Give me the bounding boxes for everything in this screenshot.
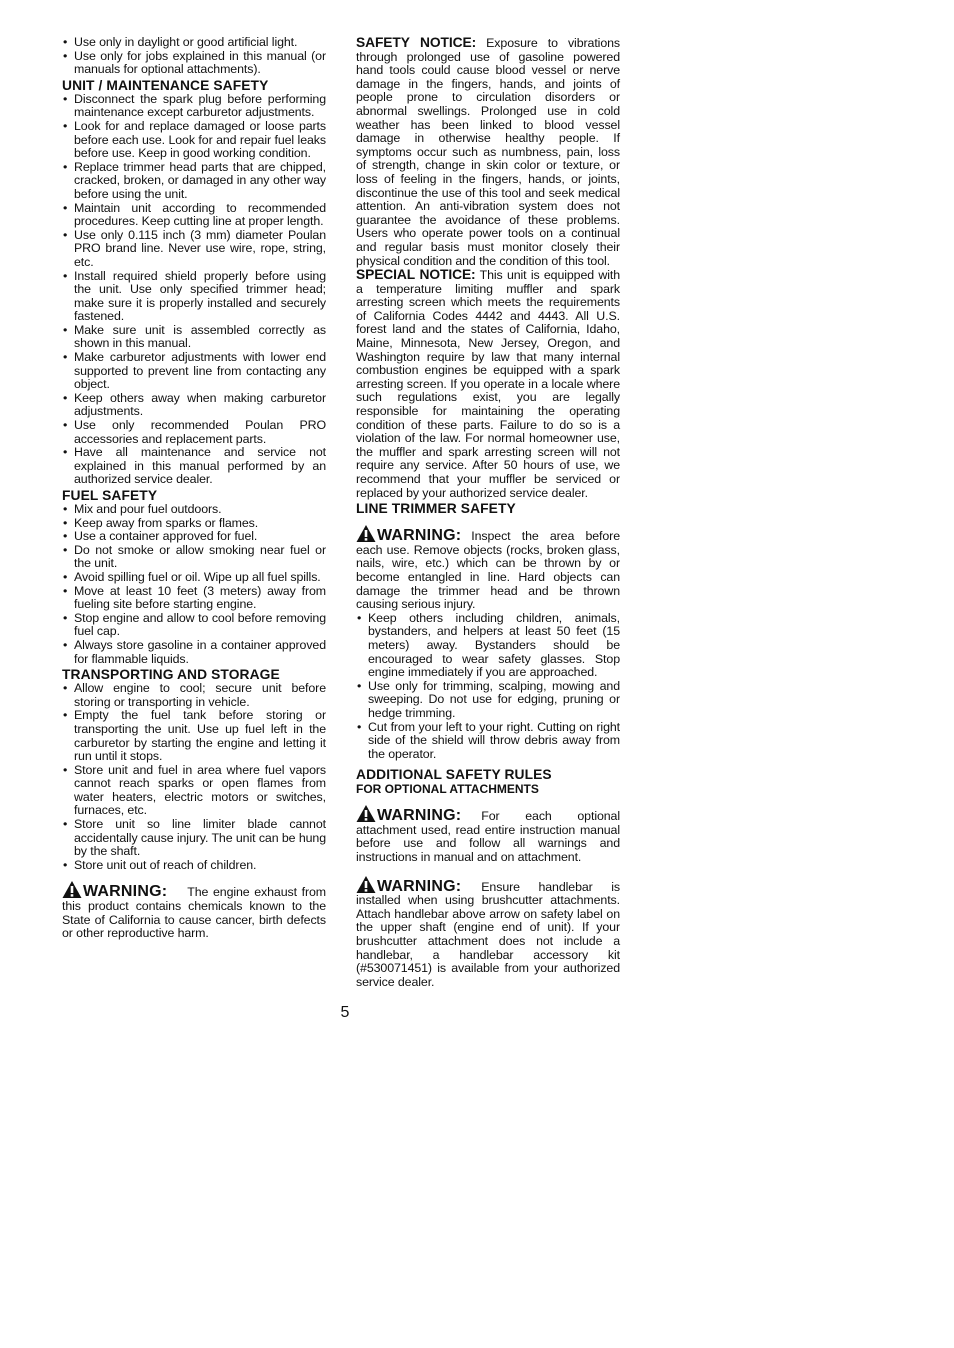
warning-triangle-icon	[356, 875, 376, 894]
list-item: • Maintain unit according to recommended procedures. Keep cutting line at proper length.	[62, 202, 326, 229]
right-column	[356, 36, 620, 989]
section-title-fuel-safety: FUEL SAFETY	[62, 488, 158, 503]
section-title-unit-maintenance: UNIT / MAINTENANCE SAFETY	[62, 77, 269, 93]
list-item: • Make sure unit is assembled correctly as shown in this manual.	[62, 324, 326, 351]
warning-label: WARNING:	[377, 877, 462, 895]
list-item: • Keep away from sparks or flames.	[62, 517, 326, 531]
section-title-transport: TRANSPORTING AND STORAGE	[62, 667, 280, 683]
list-item: • Store unit out of reach of children.	[62, 859, 326, 873]
safety-notice-text: Exposure to vibrations through prolonged use of gasoline powered hand tools could cause blood vessel or nerve damage in the fingers, hands, and joints of people prone to circulation disorders or abnormal swellings. Prolonged use in cold weather has been linked to blood vessel damage in otherwise healthy people. If symptoms occur such as numbness, pain, loss of strength, change in skin color or texture, or loss of feeling in the fingers, hands, or joints, discontinue the use of this tool and seek medical attention. An anti-vibration system does not guarantee the avoidance of these problems. Users who operate power tools on a continual and regular basis must monitor closely their physical condition and the condition of this tool.	[356, 36, 620, 268]
warning-triangle-icon	[62, 880, 82, 899]
list-item: • Use only for jobs explained in this manual (or manuals for optional attachments).	[62, 50, 326, 77]
list-item: • Have all maintenance and service not explained in this manual performed by an authorized service dealer.	[62, 446, 326, 487]
list-item: • Cut from your left to your right. Cutting on right side of the shield will throw debris away from the operator.	[356, 721, 620, 762]
list-item: • Install required shield properly before using the unit. Use only specified trimmer head; make sure it is properly installed and securely fastened.	[62, 270, 326, 324]
list-item: • Use only 0.115 inch (3 mm) diameter Poulan PRO brand line. Never use wire, rope, string, etc.	[62, 229, 326, 270]
list-item: • Use only recommended Poulan PRO accessories and replacement parts.	[62, 419, 326, 446]
list-item: • Move at least 10 feet (3 meters) away from fueling site before starting engine.	[62, 585, 326, 612]
fuel-safety-list	[62, 503, 326, 666]
warning-label: WARNING:	[377, 527, 462, 545]
list-item: • Replace trimmer head parts that are chipped, cracked, broken, or damaged in any other way before using the unit.	[62, 161, 326, 202]
warning-triangle-icon	[356, 804, 376, 823]
safety-notice	[356, 36, 620, 268]
list-item: • Store unit so line limiter blade cannot accidentally cause injury. The unit can be hung by the shaft.	[62, 818, 326, 859]
special-notice	[356, 268, 620, 500]
list-item: • Use a container approved for fuel.	[62, 530, 326, 544]
intro-list	[62, 36, 326, 77]
transport-list	[62, 682, 326, 872]
safety-notice-label: SAFETY NOTICE:	[356, 35, 477, 50]
unit-maintenance-list	[62, 93, 326, 487]
list-item: • Avoid spilling fuel or oil. Wipe up all fuel spills.	[62, 571, 326, 585]
list-item: • Use only in daylight or good artificial light.	[62, 36, 326, 50]
warning-text: For each optional attachment used, read entire instruction manual before use and follow all warnings and instructions in manual and on attachment.	[356, 809, 620, 865]
list-item: • Keep others away when making carburetor adjustments.	[62, 392, 326, 419]
list-item: • Make carburetor adjustments with lower end supported to prevent line from contacting any object.	[62, 351, 326, 392]
special-notice-text: This unit is equipped with a temperature limiting muffler and spark arresting screen which meets the requirements of California Codes 4442 and 4443. All U.S. forest land and the states of California, Idaho, Maine, Minnesota, New Jersey, Oregon, and Washington require by law that many internal combustion engines be equipped with a spark arresting screen. If you operate in a locale where such regulations exist, you are legally responsible for maintaining the operating condition of these parts. Failure to do so is a violation of the law. For normal homeowner use, the muffler and spark arresting screen will not require any service. After 50 hours of use, we recommend that your muffler be serviced or replaced by your authorized service dealer.	[356, 268, 620, 500]
list-item: • Look for and replace damaged or loose parts before each use. Look for and repair fuel leaks before use. Keep in good working condition.	[62, 120, 326, 161]
line-trimmer-list	[356, 612, 620, 762]
warning-label: WARNING:	[83, 883, 168, 901]
left-column	[62, 36, 326, 941]
list-item: • Use only for trimming, scalping, mowing and sweeping. Do not use for edging, pruning or hedge trimming.	[356, 680, 620, 721]
handlebar-warning	[356, 875, 620, 990]
warning-triangle-icon	[356, 524, 376, 543]
section-subtitle-attachments: FOR OPTIONAL ATTACHMENTS	[356, 782, 539, 797]
section-title-additional: ADDITIONAL SAFETY RULES	[356, 767, 552, 783]
list-item: • Allow engine to cool; secure unit before storing or transporting in vehicle.	[62, 682, 326, 709]
warning-text: Inspect the area before each use. Remove objects (rocks, broken glass, nails, wire, etc.) which can be thrown by or become entangled in line. Hard objects can damage the trimmer head and be thrown causing serious injury.	[356, 529, 620, 612]
attachment-warning	[356, 804, 620, 864]
list-item: • Mix and pour fuel outdoors.	[62, 503, 326, 517]
page-number: 5	[340, 1004, 350, 1021]
list-item: • Keep others including children, animals, bystanders, and helpers at least 50 feet (15 meters) away. Bystanders should be encouraged to wear safety glasses. Stop engine immediately if you are approached.	[356, 612, 620, 680]
line-trimmer-warning	[356, 524, 620, 612]
list-item: • Store unit and fuel in area where fuel vapors cannot reach sparks or open flames from water heaters, electric motors or switches, furnaces, etc.	[62, 764, 326, 818]
section-title-line-trimmer: LINE TRIMMER SAFETY	[356, 501, 516, 517]
warning-text: The engine exhaust from this product contains chemicals known to the State of California to cause cancer, birth defects or other reproductive harm.	[62, 885, 326, 941]
list-item: • Disconnect the spark plug before performing maintenance except carburetor adjustments.	[62, 93, 326, 120]
list-item: • Always store gasoline in a container approved for flammable liquids.	[62, 639, 326, 666]
california-warning	[62, 880, 326, 940]
warning-text: Ensure handlebar is installed when using brushcutter attachments. Attach handlebar above arrow on safety label on the upper shaft (engine end of unit). If your brushcutter attachment does not include a handlebar, a handlebar accessory kit (#530071451) is available from your authorized service dealer.	[356, 879, 620, 989]
list-item: • Stop engine and allow to cool before removing fuel cap.	[62, 612, 326, 639]
list-item: • Do not smoke or allow smoking near fuel or the unit.	[62, 544, 326, 571]
special-notice-label: SPECIAL NOTICE:	[356, 267, 476, 283]
list-item: • Empty the fuel tank before storing or transporting the unit. Use up fuel left in the carburetor by starting the engine and letting it run until it stops.	[62, 709, 326, 763]
warning-label: WARNING:	[377, 807, 462, 825]
